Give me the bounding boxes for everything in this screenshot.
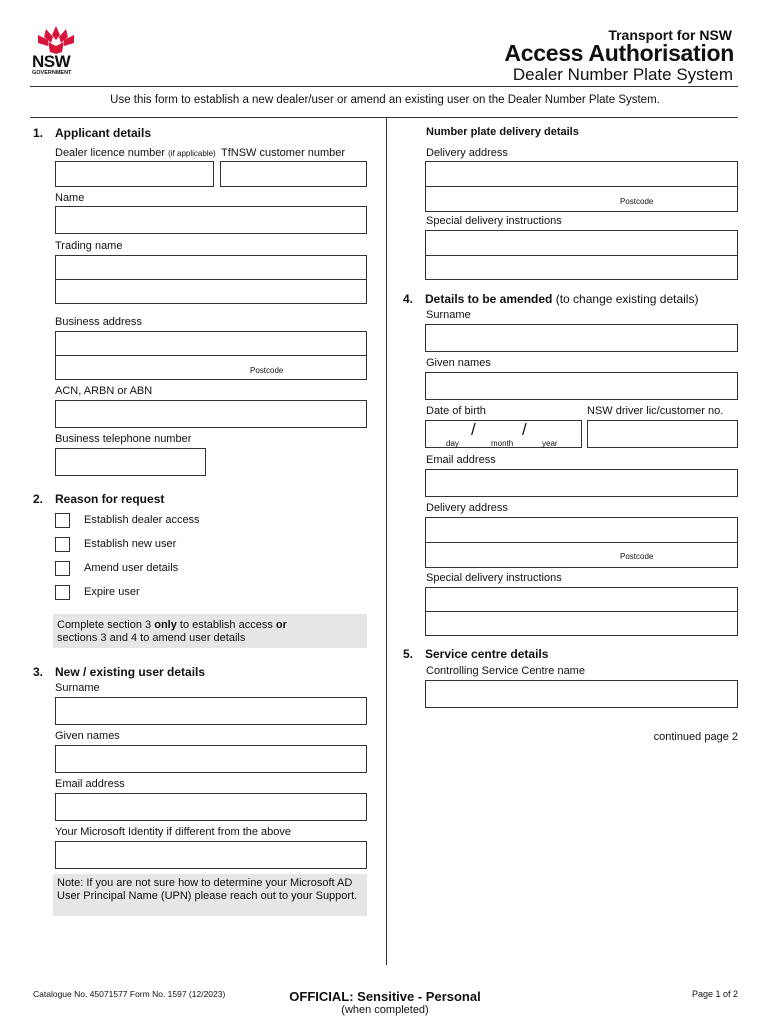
s4-licence-field[interactable] (587, 420, 738, 448)
option-establish-dealer: Establish dealer access (84, 514, 200, 526)
s4-given-names-field[interactable] (425, 372, 738, 400)
s4-surname-label: Surname (426, 309, 471, 321)
s5-centre-field[interactable] (425, 680, 738, 708)
s4-delivery-address-field-2[interactable] (425, 542, 738, 568)
dob-month-hint: month (491, 439, 514, 448)
dob-day-hint: day (446, 439, 459, 448)
footer-page: Page 1 of 2 (691, 989, 738, 999)
s3-ms-identity-field[interactable] (55, 841, 367, 869)
intro-text: Use this form to establish a new dealer/user or amend an existing user on the Dealer Number Plate System. (110, 94, 660, 106)
s3-given-names-label: Given names (55, 730, 120, 742)
name-label: Name (55, 192, 85, 204)
option-expire-user: Expire user (84, 586, 140, 598)
s4-email-field[interactable] (425, 469, 738, 497)
dob-year-hint: year (542, 439, 558, 448)
agency-name: Transport for NSW (608, 27, 732, 43)
section-4-title: 4. Details to be amended (to change existing details) (403, 292, 699, 306)
footer-classification: OFFICIAL: Sensitive - Personal (289, 989, 481, 1004)
s4-special-label: Special delivery instructions (426, 572, 562, 584)
business-address-label: Business address (55, 316, 142, 328)
column-divider (386, 117, 387, 965)
header-rule (30, 86, 738, 87)
section-5-title: 5. Service centre details (403, 647, 549, 661)
business-address-field-1[interactable] (55, 331, 367, 356)
s4-licence-label: NSW driver lic/customer no. (587, 405, 724, 417)
dob-slash-2: / (522, 420, 527, 439)
dob-slash-1: / (471, 420, 476, 439)
section-2-note: Complete section 3 only to establish access or sections 3 and 4 to amend user details (53, 614, 367, 648)
s3-email-label: Email address (55, 778, 125, 790)
checkbox-amend-user[interactable] (55, 561, 70, 576)
s4-special-field-2[interactable] (425, 611, 738, 636)
logo-subtext: GOVERNMENT (32, 70, 72, 76)
dealer-licence-field[interactable] (55, 161, 214, 187)
s4-special-field-1[interactable] (425, 587, 738, 612)
s3-upn-note: Note: If you are not sure how to determine your Microsoft AD User Principal Name (UPN) please reach out to your Support. (53, 874, 367, 916)
delivery-special-field-1[interactable] (425, 230, 738, 256)
s3-given-names-field[interactable] (55, 745, 367, 773)
section-2-title: 2. Reason for request (33, 492, 165, 506)
option-establish-user: Establish new user (84, 538, 177, 550)
business-phone-label: Business telephone number (55, 433, 192, 445)
business-postcode-label: Postcode (250, 366, 284, 375)
form-title: Access Authorisation (504, 40, 734, 66)
business-phone-field[interactable] (55, 448, 206, 476)
s4-given-names-label: Given names (426, 357, 491, 369)
checkbox-establish-dealer[interactable] (55, 513, 70, 528)
s4-email-label: Email address (426, 454, 496, 466)
s4-postcode-label: Postcode (620, 552, 654, 561)
footer-catalogue: Catalogue No. 45071577 Form No. 1597 (12/2023) (33, 989, 226, 999)
s3-email-field[interactable] (55, 793, 367, 821)
delivery-address-field-1[interactable] (425, 161, 738, 187)
waratah-icon (32, 26, 80, 54)
footer-when-completed: (when completed) (341, 1004, 429, 1016)
dealer-licence-label: Dealer licence number (if applicable) (55, 147, 216, 159)
delivery-postcode-label: Postcode (620, 197, 654, 206)
s4-dob-label: Date of birth (426, 405, 486, 417)
delivery-title: Number plate delivery details (426, 126, 579, 138)
s3-surname-field[interactable] (55, 697, 367, 725)
s4-delivery-address-label: Delivery address (426, 502, 508, 514)
delivery-address-label: Delivery address (426, 147, 508, 159)
tfnsw-customer-field[interactable] (220, 161, 367, 187)
section-3-title: 3. New / existing user details (33, 665, 206, 679)
tfnsw-customer-label: TfNSW customer number (221, 147, 346, 159)
s4-surname-field[interactable] (425, 324, 738, 352)
intro-rule (30, 117, 738, 118)
trading-name-label: Trading name (55, 240, 123, 252)
checkbox-establish-user[interactable] (55, 537, 70, 552)
form-subtitle: Dealer Number Plate System (512, 65, 733, 84)
delivery-special-label: Special delivery instructions (426, 215, 562, 227)
name-field[interactable] (55, 206, 367, 234)
logo-text: NSW (32, 52, 71, 71)
checkbox-expire-user[interactable] (55, 585, 70, 600)
nsw-logo (30, 26, 82, 76)
option-amend-user: Amend user details (84, 562, 179, 574)
delivery-special-field-2[interactable] (425, 255, 738, 280)
s3-surname-label: Surname (55, 682, 100, 694)
s4-delivery-address-field-1[interactable] (425, 517, 738, 543)
s5-centre-label: Controlling Service Centre name (426, 665, 585, 677)
trading-name-field-1[interactable] (55, 255, 367, 280)
continued-note: continued page 2 (653, 731, 738, 743)
acn-field[interactable] (55, 400, 367, 428)
business-address-field-2[interactable] (55, 355, 367, 380)
trading-name-field-2[interactable] (55, 279, 367, 304)
delivery-address-field-2[interactable] (425, 186, 738, 212)
s3-ms-identity-label: Your Microsoft Identity if different from the above (55, 826, 292, 838)
acn-label: ACN, ARBN or ABN (55, 385, 153, 397)
section-1-title: 1. Applicant details (33, 126, 152, 140)
